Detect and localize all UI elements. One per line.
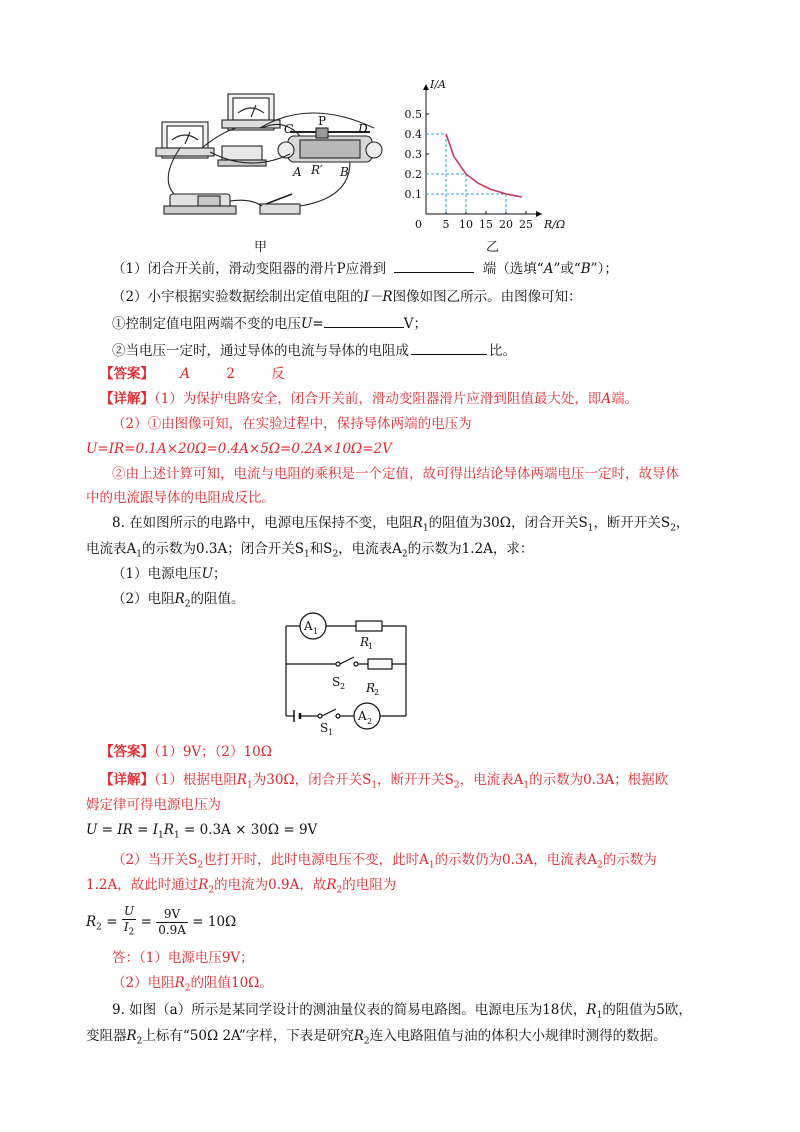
y-tick-label: 0.1: [404, 188, 422, 201]
q8-detail1: 【详解】（1）根据电阻$R_1$为30Ω，闭合开关$S_1$，断开开关$S_2$，电流表$A_1$的示数为0.3A；根据欧: [100, 772, 669, 791]
y-axis-arrow: [423, 84, 429, 90]
resistor-r1-symbol: [356, 621, 382, 631]
y-tick-label: 0.3: [404, 148, 422, 161]
svg-text:R: R: [366, 681, 376, 695]
q7-sub2b: ②当电压一定时，通过导体的电流与导体的电阻成 比。: [112, 340, 516, 361]
caption-jia: 甲: [254, 240, 268, 255]
y-tick-label: 0.2: [404, 168, 422, 181]
label-Rprime: R′: [311, 163, 323, 177]
q8-eq2: $R_2$ = $\frac{U}{I_2}$ = $\frac{9V}{0.9A}$ = 10Ω: [86, 904, 237, 938]
q7-detail3: U=IR=0.1A×20Ω=0.4A×5Ω=0.2A×10Ω=2V: [86, 441, 392, 457]
q7-answer: 【答案】 A 2 反: [100, 366, 285, 382]
q8-sub2: （2）电阻$R_2$的阻值。: [112, 591, 245, 610]
svg-text:1: 1: [368, 642, 374, 651]
q7-sub2a: ①控制定值电阻两端不变的电压U= V；: [112, 313, 427, 334]
q7-detail4a: ②由上述计算可知，电流与电阻的乘积是一个定值，故可得出结论导体两端电压一定时，故导体: [112, 466, 679, 482]
q9-line2: 变阻器$R_2$上标有“50Ω 2A”字样，下表是研究$R_2$连入电路阻值与油的体积大小规律时测得的数据。: [86, 1028, 667, 1047]
q8-detail2: 姆定律可得电源电压为: [86, 797, 221, 813]
x-axis-arrow: [536, 211, 542, 217]
origin-label: 0: [415, 218, 422, 231]
i-r-chart: [396, 78, 576, 238]
q8-eq1: U = IR = $I_1R_1 = 0.3A \times 30\Omega = 9V$: [86, 822, 318, 841]
q7-detail4b: 中的电流跟导体的电阻成反比。: [86, 490, 275, 506]
q8-detail3: （2）当开关$S_2$也打开时，此时电源电压不变，此时$A_1$的示数仍为0.3A，电流表$A_2$的示数为: [112, 852, 657, 871]
svg-text:1: 1: [313, 627, 319, 636]
label-A: A: [293, 165, 302, 179]
label-P: P: [318, 114, 327, 128]
q9-line1: 9. 如图（a）所示是某同学设计的测油量仪表的简易电路图。电源电压为18伏，$R_1$的阻值为5欧，: [112, 1002, 692, 1021]
q8-answer: 【答案】（1）9V；（2）10Ω: [100, 744, 272, 760]
svg-text:S: S: [332, 675, 341, 689]
caption-yi: 乙: [486, 240, 500, 255]
apparatus-figure: [150, 88, 390, 228]
x-tick-label: 25: [519, 218, 533, 231]
q8-ans1: 答：（1）电源电压9V；: [112, 950, 254, 966]
circuit-diagram: [280, 612, 416, 736]
y-tick-label: 0.4: [404, 128, 422, 141]
q7-detail1: 【详解】（1）为保护电路安全，闭合开关前，滑动变阻器滑片应滑到阻值最大处，即A端。: [100, 391, 639, 407]
blank-3[interactable]: [411, 340, 487, 355]
x-tick-label: 20: [499, 218, 513, 231]
x-axis-label: R/Ω: [544, 218, 566, 231]
label-D: D: [358, 122, 368, 136]
q7-sub1: （1）闭合开关前，滑动变阻器的滑片P应滑到 端（选填“A”或“B”）；: [112, 258, 618, 279]
label-C: C: [284, 122, 294, 136]
label-B: B: [340, 165, 349, 179]
q8-line1: 8. 在如图所示的电路中，电源电压保持不变，电阻$R_1$的阻值为30Ω，闭合开关$S_1$，断开开关$S_2$，: [112, 515, 690, 534]
y-axis-label: I/A: [430, 78, 446, 91]
q8-ans2: （2）电阻$R_2$的阻值10Ω。: [112, 975, 273, 994]
q8-sub1: （1）电源电压U；: [112, 566, 227, 582]
svg-text:2: 2: [367, 717, 373, 726]
svg-text:A: A: [304, 619, 313, 633]
svg-text:2: 2: [374, 688, 380, 697]
blank-2[interactable]: [324, 313, 404, 328]
svg-text:1: 1: [328, 728, 334, 736]
svg-text:2: 2: [340, 682, 346, 691]
i-r-curve: [446, 134, 522, 197]
x-tick-label: 15: [479, 218, 493, 231]
x-tick-label: 5: [442, 218, 450, 231]
y-tick-label: 0.5: [404, 108, 422, 121]
q8-line2: 电流表$A_1$的示数为0.3A；闭合开关$S_1$和$S_2$，电流表$A_2$的示数为1.2A，求：: [86, 541, 534, 560]
q8-detail4: 1.2A，故此时通过$R_2$的电流为0.9A，故$R_2$的电阻为: [86, 877, 397, 896]
q7-sub2: （2）小宇根据实验数据绘制出定值电阻的I－R图像如图乙所示。由图像可知：: [112, 289, 582, 305]
q7-detail2: （2）①由图像可知，在实验过程中，保持导体两端的电压为: [112, 416, 472, 432]
blank-1[interactable]: [394, 258, 474, 273]
svg-text:S: S: [320, 721, 329, 735]
svg-text:A: A: [358, 709, 367, 723]
x-tick-label: 10: [459, 218, 473, 231]
svg-text:R: R: [360, 635, 370, 649]
